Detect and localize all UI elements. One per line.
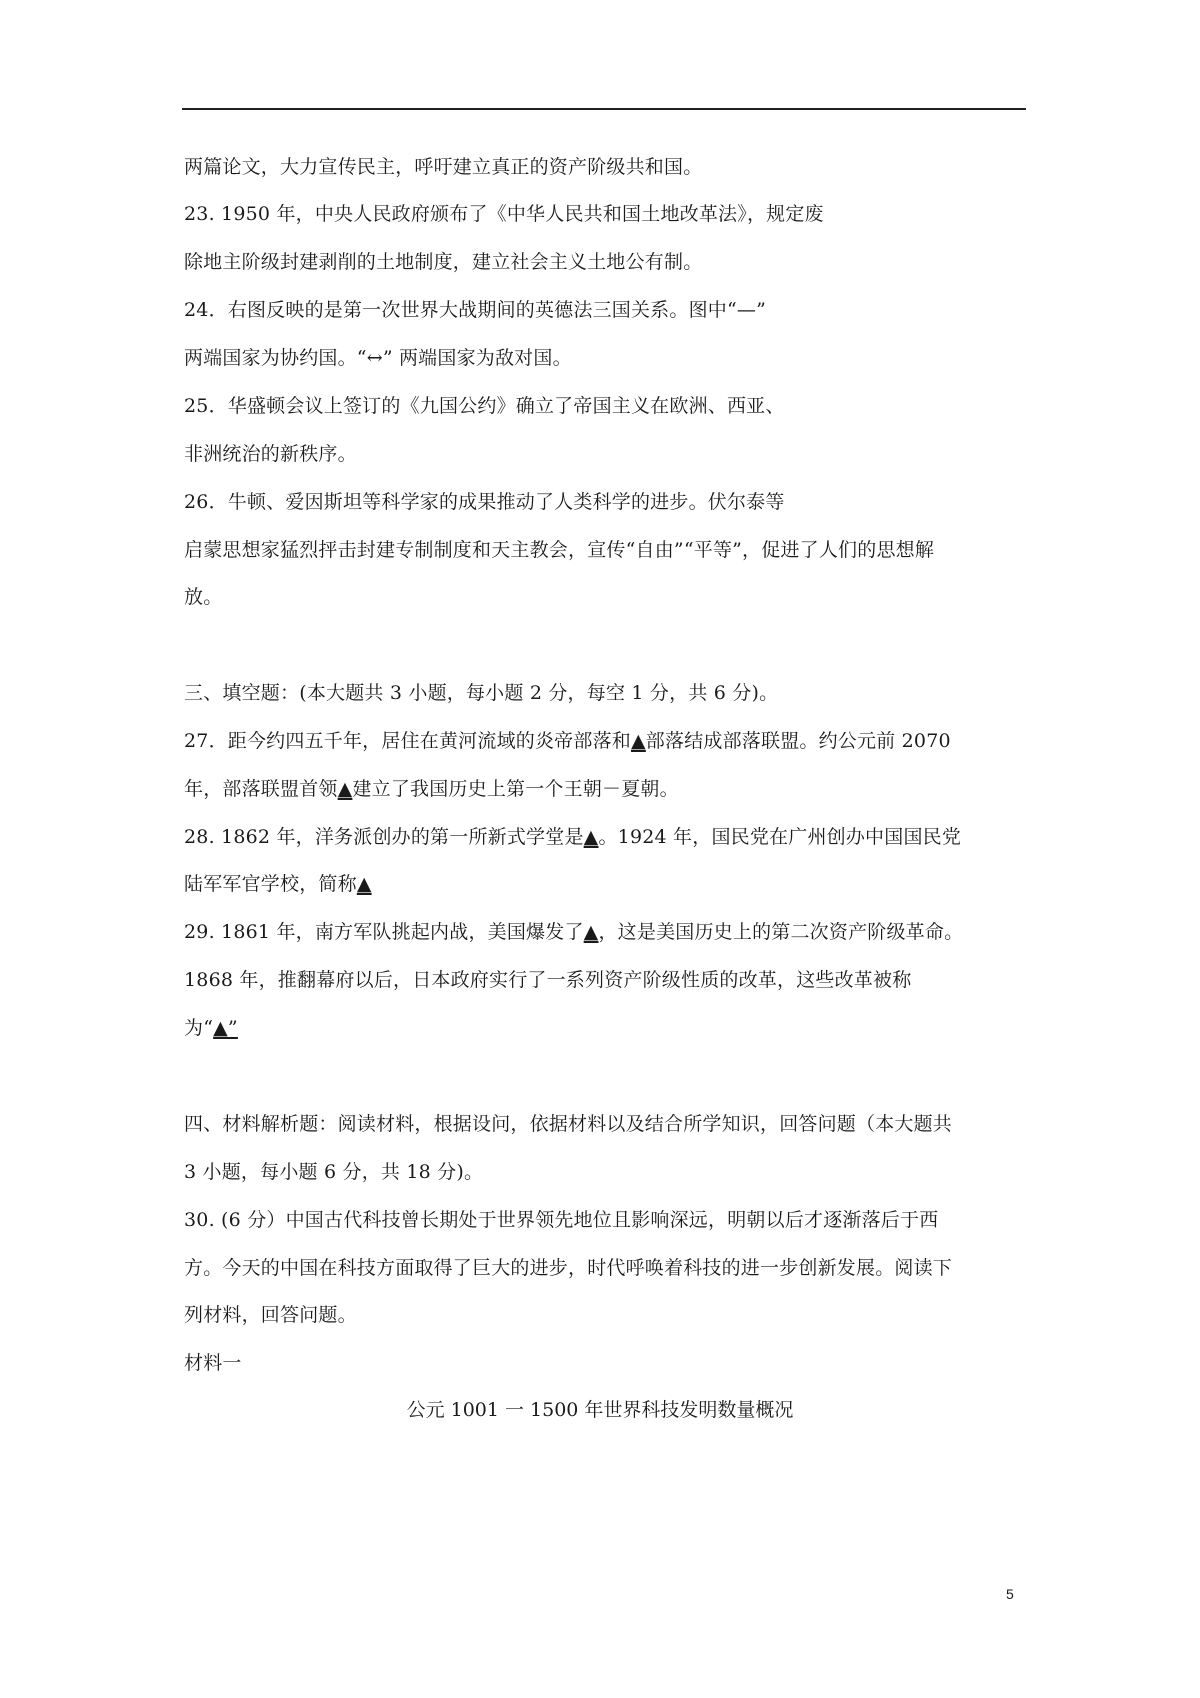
page-number: 5 [1006,1586,1014,1602]
question-27-text: 建立了我国历史上第一个王朝－夏朝。 [352,778,679,800]
answer-blank: ▲ [630,730,646,752]
question-29-line-3 [184,1016,238,1040]
material-label: 材料一 [184,1352,242,1374]
header-rule [182,108,1026,110]
question-29-text: ，这是美国历史上的第二次资产阶级革命。 [598,921,964,943]
question-28-line-1 [184,825,961,849]
question-23-line-2: 除地主阶级封建剥削的土地制度，建立社会主义土地公有制。 [184,251,703,273]
question-27-text: 27．距今约四五千年，居住在黄河流域的炎帝部落和 [184,730,631,752]
question-28-text: 28. 1862 年，洋务派创办的第一所新式学堂是 [184,826,584,848]
question-23-line-1: 23. 1950 年，中央人民政府颁布了《中华人民共和国土地改革法》，规定废 [184,203,824,225]
answer-blank: ▲” [213,1017,238,1039]
question-28-text: 陆军军官学校，简称 [184,873,357,895]
question-30-line-2: 方。今天的中国在科技方面取得了巨大的进步，时代呼唤着科技的进一步创新发展。阅读下 [184,1257,953,1279]
question-25-line-2: 非洲统治的新秩序。 [184,443,357,465]
question-27-text: 部落结成部落联盟。约公元前 2070 [645,730,951,752]
answer-blank: ▲ [356,873,372,895]
question-29-line-1 [184,920,963,944]
material-title: 公元 1001 一 1500 年世界科技发明数量概况 [406,1399,794,1421]
section-4-heading-line-2: 3 小题，每小题 6 分，共 18 分)。 [184,1161,484,1183]
question-27-line-2 [184,777,679,801]
section-3-heading: 三、填空题：(本大题共 3 小题，每小题 2 分，每空 1 分，共 6 分)。 [184,682,779,704]
question-24-line-1: 24．右图反映的是第一次世界大战期间的英德法三国关系。图中“—” [184,299,767,321]
question-28-text: 。1924 年，国民党在广州创办中国国民党 [598,826,962,848]
question-29-text: 29. 1861 年，南方军队挑起内战，美国爆发了 [184,921,584,943]
answer-blank: ▲ [583,921,599,943]
question-29-line-2: 1868 年，推翻幕府以后，日本政府实行了一系列资产阶级性质的改革，这些改革被称 [184,969,912,991]
section-4-heading-line-1: 四、材料解析题：阅读材料，根据设问，依据材料以及结合所学知识，回答问题（本大题共 [184,1113,953,1135]
question-26-line-1: 26．牛顿、爱因斯坦等科学家的成果推动了人类科学的进步。伏尔泰等 [184,491,785,513]
question-30-line-1: 30. (6 分）中国古代科技曾长期处于世界领先地位且影响深远，明朝以后才逐渐落后于西 [184,1209,939,1231]
question-27-line-1 [184,729,951,753]
question-25-line-1: 25．华盛顿会议上签订的《九国公约》确立了帝国主义在欧洲、西亚、 [184,395,785,417]
question-26-line-2: 启蒙思想家猛烈抨击封建专制制度和天主教会，宣传“自由”“平等”，促进了人们的思想解 [184,539,935,561]
question-27-text: 年，部落联盟首领 [184,778,338,800]
answer-blank: ▲ [583,826,599,848]
question-26-line-3: 放。 [184,586,223,608]
question-29-text: 为“ [184,1017,214,1039]
answer-blank: ▲ [337,778,353,800]
question-24-line-2: 两端国家为协约国。“↔” 两端国家为敌对国。 [184,347,572,369]
question-30-line-3: 列材料，回答问题。 [184,1304,357,1326]
text-line: 两篇论文，大力宣传民主，呼吁建立真正的资产阶级共和国。 [184,156,703,178]
question-28-line-2 [184,872,372,896]
